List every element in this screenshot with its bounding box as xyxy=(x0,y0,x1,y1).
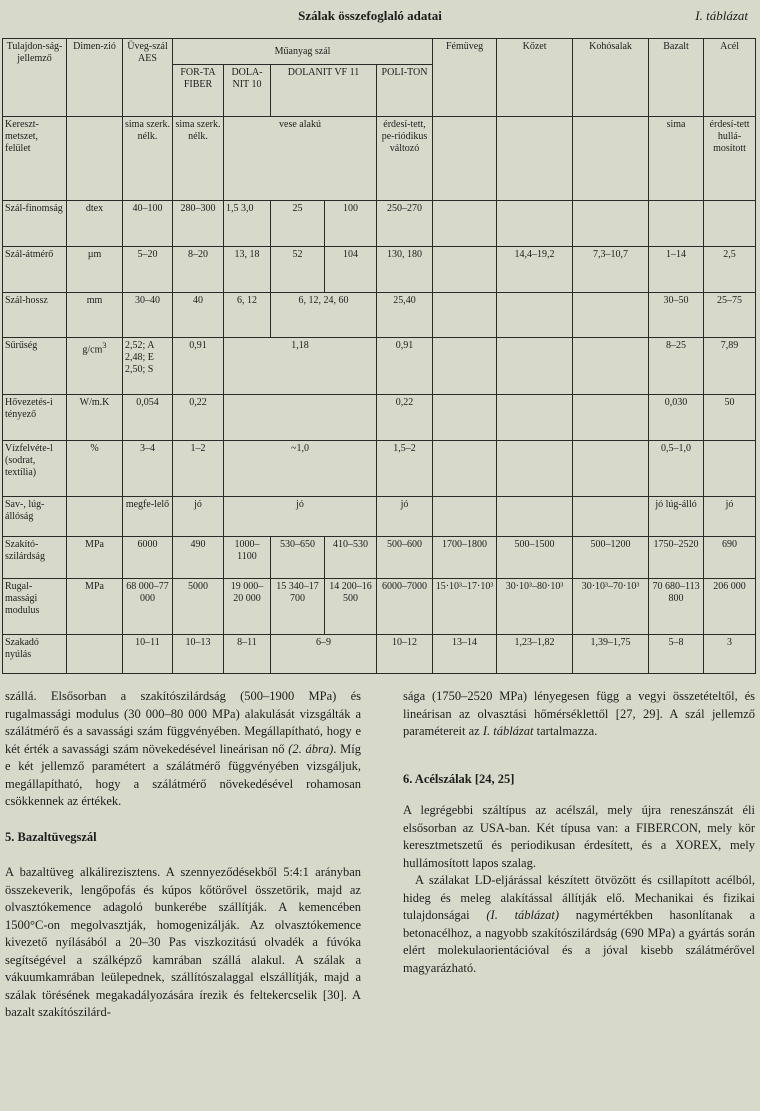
cell: MPa xyxy=(67,537,123,579)
cell: jó xyxy=(377,497,433,537)
cell: 6, 12, 24, 60 xyxy=(271,293,377,338)
cell: 6000 xyxy=(123,537,173,579)
row-label-acid: Sav-, lúg-állóság xyxy=(3,497,67,537)
header-forta-fiber: FOR-TA FIBER xyxy=(173,65,224,117)
header-metal-glass: Fémüveg xyxy=(433,39,497,117)
cell: sima xyxy=(649,117,704,201)
table-row xyxy=(3,441,756,497)
row-label-diameter: Szál-átmérő xyxy=(3,247,67,293)
table-row xyxy=(3,635,756,674)
cell: 13, 18 xyxy=(224,247,271,293)
fiber-data-table xyxy=(2,38,756,674)
row-label-density: Sűrűség xyxy=(3,338,67,395)
cell: 1–14 xyxy=(649,247,704,293)
cell: 104 xyxy=(325,247,377,293)
cell: 690 xyxy=(704,537,756,579)
cell: 68 000–77 000 xyxy=(123,579,173,635)
cell: 500–600 xyxy=(377,537,433,579)
table-row xyxy=(3,293,756,338)
cell: 25,40 xyxy=(377,293,433,338)
cell: vese alakú xyxy=(224,117,377,201)
cell: 1,23–1,82 xyxy=(497,635,573,674)
cell: 10–13 xyxy=(173,635,224,674)
cell: jó xyxy=(173,497,224,537)
row-label-elongation: Szakadó nyúlás xyxy=(3,635,67,674)
cell: érdesí-tett, pe-riódikus változó xyxy=(377,117,433,201)
cell: 14,4–19,2 xyxy=(497,247,573,293)
table-row xyxy=(3,537,756,579)
cell: 7,3–10,7 xyxy=(573,247,649,293)
table-row xyxy=(3,579,756,635)
cell: 13–14 xyxy=(433,635,497,674)
cell: 500–1500 xyxy=(497,537,573,579)
table-row xyxy=(3,117,756,201)
cell: 70 680–113 800 xyxy=(649,579,704,635)
cell: 6, 12 xyxy=(224,293,271,338)
cell: 410–530 xyxy=(325,537,377,579)
table-row xyxy=(3,247,756,293)
cell: 1,5–2 xyxy=(377,441,433,497)
cell: 1750–2520 xyxy=(649,537,704,579)
cell: 0,91 xyxy=(377,338,433,395)
cell: 3–4 xyxy=(123,441,173,497)
cell: 1,18 xyxy=(224,338,377,395)
header-steel: Acél xyxy=(704,39,756,117)
cell: 0,22 xyxy=(377,395,433,441)
cell: 15 340–17 700 xyxy=(271,579,325,635)
header-dimension: Dimen-zió xyxy=(67,39,123,117)
cell: 8–25 xyxy=(649,338,704,395)
cell: MPa xyxy=(67,579,123,635)
cell: 7,89 xyxy=(704,338,756,395)
cell: 10–11 xyxy=(123,635,173,674)
cell: 25–75 xyxy=(704,293,756,338)
cell: 1,5 3,0 xyxy=(224,201,271,247)
section-heading-5: 5. Bazaltüvegszál xyxy=(5,829,97,844)
cell: érdesí-tett hullá-mosított xyxy=(704,117,756,201)
right-text-column xyxy=(403,688,755,977)
cell: megfe-lelő xyxy=(123,497,173,537)
row-label-tensile: Szakító-szilárdság xyxy=(3,537,67,579)
cell: 0,030 xyxy=(649,395,704,441)
cell: 0,91 xyxy=(173,338,224,395)
row-label-water: Vízfelvéte-l (sodrat, textília) xyxy=(3,441,67,497)
cell: 15·10³–17·10³ xyxy=(433,579,497,635)
cell: 1000–1100 xyxy=(224,537,271,579)
header-slag: Kohósalak xyxy=(573,39,649,117)
header-politon: POLI-TON xyxy=(377,65,433,117)
paragraph: A bazaltüveg alkálirezisztens. A szennyeződésekből 5:4:1 arányban összekeverik, lengőpofás és kúpos kőtörővel összetörik, majd az olvasztókemence adagoló bunkerébe szállítják. A kemencében 1500°C-on megolvasztják, homogenizálják. Az olvasztókemence kivezető nyílásából a 20–30 Pas viszkozitású olvadék a fúvóka segítségével a szálképző kamrában szállá alakul. A szálak a vákuumkamrában leülepednek, szállítószalaggal elszállítják, majd a szálak törésének megakadályozására írezik és feltekercselik [30]. A bazalt szakítószilárd- xyxy=(5,865,361,1019)
cell: sima szerk. nélk. xyxy=(123,117,173,201)
left-text-column xyxy=(5,688,361,1022)
cell: 8–11 xyxy=(224,635,271,674)
cell: 5–8 xyxy=(649,635,704,674)
cell: 40–100 xyxy=(123,201,173,247)
header-dolanit-vf11: DOLANIT VF 11 xyxy=(271,65,377,117)
table-row xyxy=(3,201,756,247)
cell: 25 xyxy=(271,201,325,247)
cell: 19 000–20 000 xyxy=(224,579,271,635)
cell: 52 xyxy=(271,247,325,293)
cell: 2,5 xyxy=(704,247,756,293)
cell: W/m.K xyxy=(67,395,123,441)
header-rock: Kőzet xyxy=(497,39,573,117)
cell: 100 xyxy=(325,201,377,247)
header-dolanit-10: DOLA-NIT 10 xyxy=(224,65,271,117)
cell: 1–2 xyxy=(173,441,224,497)
cell: 130, 180 xyxy=(377,247,433,293)
cell: ~1,0 xyxy=(224,441,377,497)
cell: 500–1200 xyxy=(573,537,649,579)
cell: 10–12 xyxy=(377,635,433,674)
row-label-fineness: Szál-finomság xyxy=(3,201,67,247)
cell: 3 xyxy=(704,635,756,674)
table-row xyxy=(3,338,756,395)
cell: 6–9 xyxy=(271,635,377,674)
cell: $g/cm^3$ xyxy=(67,338,123,395)
table-row xyxy=(3,395,756,441)
cell: 5000 xyxy=(173,579,224,635)
cell: 8–20 xyxy=(173,247,224,293)
section-heading-6: 6. Acélszálak [24, 25] xyxy=(403,771,515,786)
header-basalt: Bazalt xyxy=(649,39,704,117)
cell: 14 200–16 500 xyxy=(325,579,377,635)
header-glass-fiber: Üveg-szál AES xyxy=(123,39,173,117)
cell: 206 000 xyxy=(704,579,756,635)
cell: 1700–1800 xyxy=(433,537,497,579)
cell: sima szerk. nélk. xyxy=(173,117,224,201)
cell: 1,39–1,75 xyxy=(573,635,649,674)
cell: 50 xyxy=(704,395,756,441)
row-label-length: Szál-hossz xyxy=(3,293,67,338)
cell: 30–50 xyxy=(649,293,704,338)
cell: jó xyxy=(704,497,756,537)
cell: dtex xyxy=(67,201,123,247)
header-property: Tulajdon-ság-jellemző xyxy=(3,39,67,117)
cell: 30–40 xyxy=(123,293,173,338)
paragraph: szállá. Elsősorban a szakítószilárdság (500–1900 MPa) és rugalmassági modulus (30 000–80 000 MPa) alakulását vizsgálták a szálátmérő és a savassági szám függvényében. Megállapítható, hogy e két érték a savassági szám növekedésével lineárisan nő (2. ábra). Míg e két jellemző paramétert a szálátmérő függvényében vizsgáljuk, megállapítható, hogy a szálátmérő növekedésével rohamosan csökkennek az értékek. xyxy=(5,689,361,808)
paragraph: sága (1750–2520 MPa) lényegesen függ a vegyi összetételtől, és lineárisan az olvasztási hőmérséklettől [27, 29]. A szál jellemző paramétereit az I. táblázat tartalmazza. xyxy=(403,689,755,738)
row-label-modulus: Rugal-massági modulus xyxy=(3,579,67,635)
table-title-bar xyxy=(0,8,760,26)
paragraph: A szálakat LD-eljárással készített ötvözött és csillapított acélból, hideg és meleg alakítással állítják elő. Mechanikai és fizikai tulajdonságai (I. táblázat) nagymértékben hasonlítanak a betonacélhoz, a nagyobb szakítószilárdság (690 MPa) a gyártás során elért molekulaorientációval és a jóval kisebb szálátmérővel magyarázható. xyxy=(403,873,756,975)
cell: 530–650 xyxy=(271,537,325,579)
cell: 30·10³–70·10³ xyxy=(573,579,649,635)
cell: 40 xyxy=(173,293,224,338)
cell: 0,5–1,0 xyxy=(649,441,704,497)
cell: 250–270 xyxy=(377,201,433,247)
cell: 0,22 xyxy=(173,395,224,441)
cell: 280–300 xyxy=(173,201,224,247)
cell: 30·10³–80·10³ xyxy=(497,579,573,635)
cell: 0,054 xyxy=(123,395,173,441)
cell: 5–20 xyxy=(123,247,173,293)
table-row xyxy=(3,497,756,537)
table-title: Szálak összefoglaló adatai xyxy=(298,8,442,23)
paragraph: A legrégebbi száltípus az acélszál, mely újra reneszánszát éli elsősorban az USA-ban. Két típusa van: a FIBERCON, mely kör keresztmetszetű és periodikusan érdesített, és a XOREX, mely hullámosított lapos szalag. xyxy=(403,803,755,870)
header-plastic-fiber: Műanyag szál xyxy=(173,39,433,65)
cell: µm xyxy=(67,247,123,293)
cell: mm xyxy=(67,293,123,338)
cell: jó lúg-álló xyxy=(649,497,704,537)
cell: 6000–7000 xyxy=(377,579,433,635)
row-label-thermal: Hővezetés-i tényező xyxy=(3,395,67,441)
cell: jó xyxy=(224,497,377,537)
cell: 2,52; A 2,48; E 2,50; S xyxy=(123,338,173,395)
table-number: I. táblázat xyxy=(695,8,748,23)
cell: 490 xyxy=(173,537,224,579)
row-label-cross-section: Kereszt-metszet, felület xyxy=(3,117,67,201)
cell: % xyxy=(67,441,123,497)
